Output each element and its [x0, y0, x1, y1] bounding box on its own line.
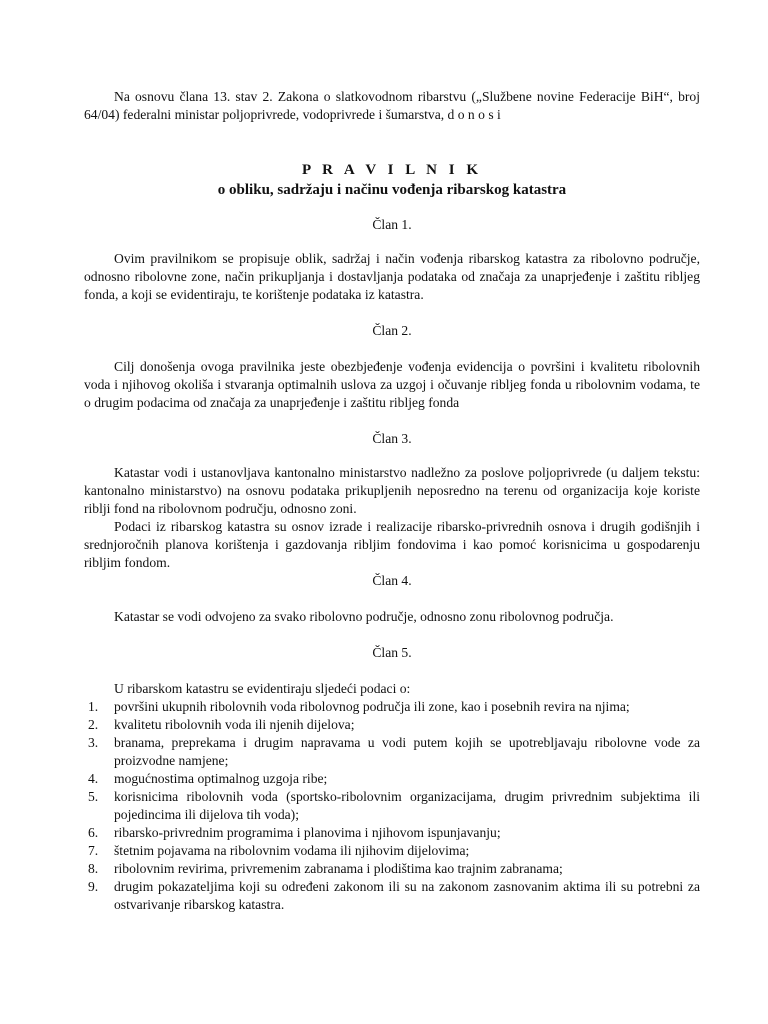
article-3-text-1: Katastar vodi i ustanovljava kantonalno ministarstvo nadležno za poslove poljoprivrede (u daljem tekstu: kantonalno ministarstvo) na osnovu podataka prikupljenih neposredno na terenu od organizacija koje koriste riblji fond na ribolovnom području, odnosno zoni.: [84, 465, 700, 516]
document-subtitle: o obliku, sadržaju i načinu vođenja ribarskog katastra: [217, 182, 567, 198]
article-1-heading: Član 1.: [372, 217, 412, 232]
article-5-lead: U ribarskom katastru se evidentiraju sljedeći podaci o:: [114, 681, 411, 696]
list-item: 8. ribolovnim revirima, privremenim zabranama i plodištima kao trajnim zabranama;: [88, 861, 563, 876]
list-item: 9. drugim pokazateljima koji su određeni zakonom ili su na zakonom zasnovanim aktima ili su potrebni za ostvarivanje ribarskog katastra.: [88, 879, 700, 912]
article-3-heading: Član 3.: [372, 431, 412, 446]
article-5-list: [84, 698, 700, 914]
document-title: P R A V I L N I K: [302, 162, 482, 178]
list-item: 6. ribarsko-privrednim programima i planovima i njihovom ispunjavanju;: [88, 825, 501, 840]
list-item: 1. površini ukupnih ribolovnih voda ribolovnog područja ili zone, kao i posebnih revira na njima;: [88, 699, 630, 714]
list-item: 2. kvalitetu ribolovnih voda ili njenih dijelova;: [88, 717, 355, 732]
article-3-text-2: Podaci iz ribarskog katastra su osnov izrade i realizacije ribarsko-privrednih osnova i drugih godišnjih i srednjoročnih planova korištenja i gazdovanja ribljim fondovima i kao pomoć korisnicima u gospodarenju ribljim fondom.: [84, 519, 700, 570]
article-2-heading: Član 2.: [372, 323, 412, 338]
article-5-heading: Član 5.: [372, 645, 412, 660]
article-4-text: Katastar se vodi odvojeno za svako ribolovno područje, odnosno zonu ribolovnog područja.: [114, 609, 614, 624]
list-item: 5. korisnicima ribolovnih voda (sportsko-ribolovnim organizacijama, drugim privrednim subjektima ili pojedincima ili dijelova tih voda);: [88, 789, 700, 822]
intro-paragraph: Na osnovu člana 13. stav 2. Zakona o slatkovodnom ribarstvu („Službene novine Federacije BiH“, broj 64/04) federalni ministar poljoprivrede, vodoprivrede i šumarstva, d o n o s i: [84, 89, 700, 122]
list-item: 7. štetnim pojavama na ribolovnim vodama ili njihovim dijelovima;: [88, 843, 470, 858]
list-item: 3. branama, preprekama i drugim napravama u vodi putem kojih se upotrebljavaju ribolovne vode za proizvodne namjene;: [88, 735, 700, 768]
article-1-text: Ovim pravilnikom se propisuje oblik, sadržaj i način vođenja ribarskog katastra za ribolovno područje, odnosno ribolovne zone, način prikupljanja i dostavljanja podataka od značaja za unaprjeđenje i zaštitu ribljeg fonda, a koji se evidentiraju, te korištenje podataka iz katastra.: [84, 251, 700, 302]
article-4-heading: Član 4.: [372, 573, 412, 588]
list-item: 4. mogućnostima optimalnog uzgoja ribe;: [88, 771, 328, 786]
document-page: [84, 88, 700, 914]
article-2-text: Cilj donošenja ovoga pravilnika jeste obezbjeđenje vođenja evidencija o površini i kvalitetu ribolovnih voda i njihovog okoliša i stvaranja optimalnih uslova za uzgoj i očuvanje ribljeg fonda u ribolovnim vodama, te o drugim podacima od značaja za unaprjeđenje i zaštitu ribljeg fonda: [84, 359, 700, 410]
